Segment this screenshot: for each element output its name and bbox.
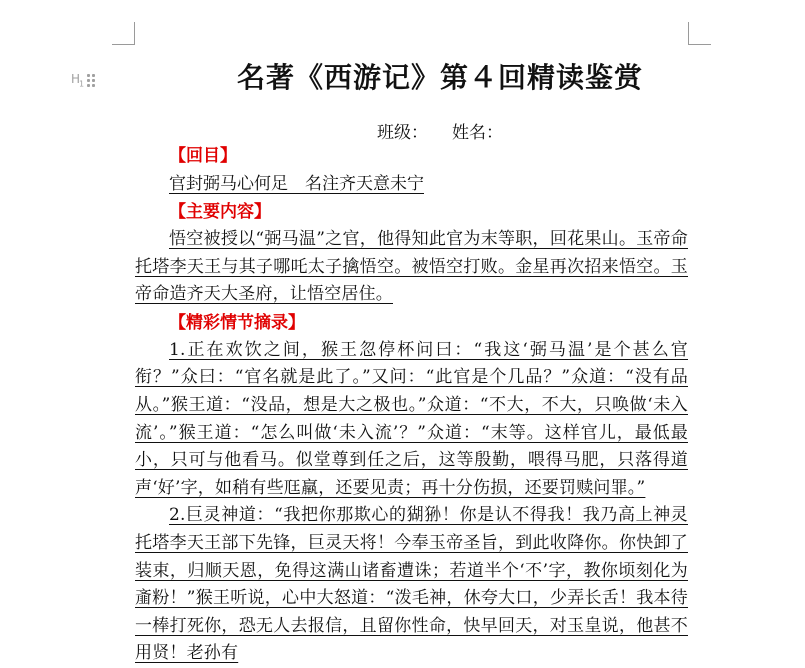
section-label-excerpts: 【精彩情节摘录】	[169, 312, 305, 333]
excerpt-paragraph-1: 1.正在欢饮之间，猴王忽停杯问曰：“我这‘弼马温’是个甚么官衔？”众曰：“官名就是此了。”又问：“此官是个几品？”众道：“没有品从。”猴王道：“没品，想是大之极也。”众道：“不大，不大，只唤做‘未入流’。”猴王道：“怎么叫做‘未入流’？”众道：“末等。这样官儿，最低最小，只可与他看马。似堂尊到任之后，这等殷勤，喂得马肥，只落得道声‘好’字，如稍有些尫羸，还要见责；再十分伤损，还要罚赎问罪。”	[135, 339, 688, 498]
name-label: 姓名：	[452, 123, 503, 143]
class-label: 班级：	[377, 123, 428, 143]
document-title: 名著《西游记》第４回精读鉴赏	[236, 61, 643, 94]
huimu-text: 官封弼马心何足 名注齐天意未宁	[169, 174, 424, 194]
section-label-huimu: 【回目】	[169, 146, 237, 166]
excerpt-paragraph-2: 2.巨灵神道：“我把你那欺心的猢狲！你是认不得我！我乃高上神灵托塔李天王部下先锋，巨灵天将！今奉玉帝圣旨，到此收降你。你快卸了装束，归顺天恩，免得这满山诸畜遭诛；若道半个‘不’字，教你顷刻化为齑粉！”猴王听说，心中大怒道：“泼毛神，休夸大口，少弄长舌！我本待一棒打死你，恐无人去报信，且留你性命，快早回天，对玉皇说，他甚不用贤！老孙有	[135, 505, 688, 664]
heading-level-icon[interactable]: $H_1$	[71, 72, 84, 89]
section-label-summary: 【主要内容】	[169, 202, 271, 222]
heading-tools[interactable]	[71, 72, 95, 88]
document-body	[135, 142, 688, 668]
page-corner-mark-right	[688, 22, 711, 45]
page-corner-mark-left	[112, 22, 135, 45]
student-info	[135, 118, 745, 143]
summary-paragraph: 悟空被授以“弼马温”之官，他得知此官为末等职，回花果山。玉帝命托塔李天王与其子哪吒太子擒悟空。被悟空打败。金星再次招来悟空。玉帝命造齐天大圣府，让悟空居住。	[135, 229, 688, 305]
drag-handle-icon[interactable]	[87, 74, 95, 87]
